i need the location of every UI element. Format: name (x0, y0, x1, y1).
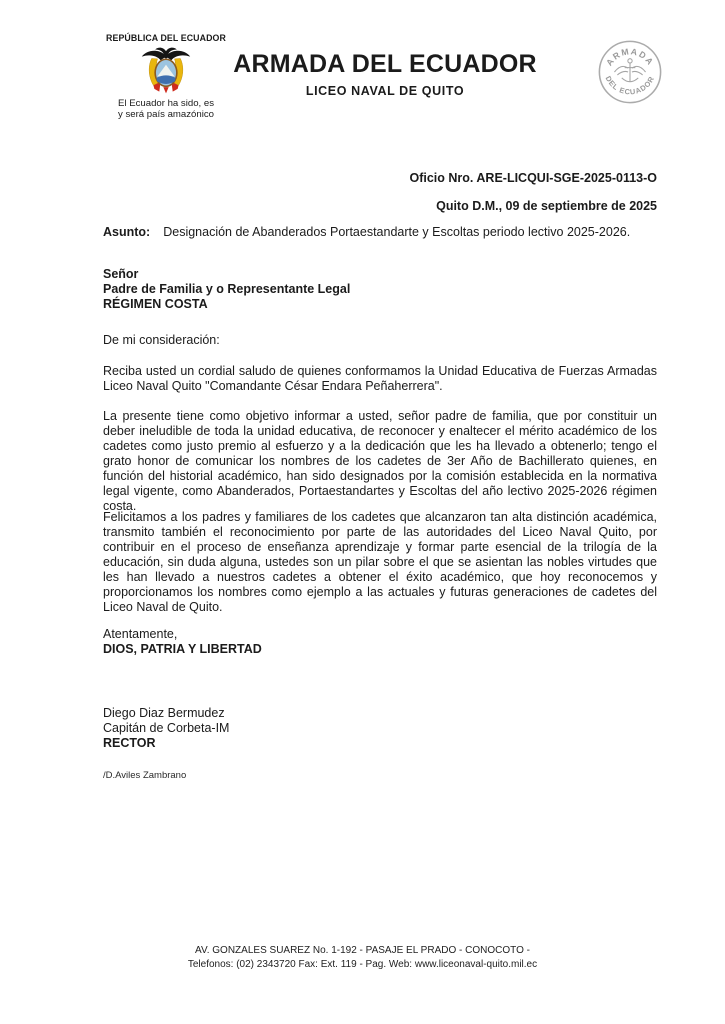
date-line: Quito D.M., 09 de septiembre de 2025 (436, 199, 657, 213)
salutation: De mi consideración: (103, 333, 220, 347)
footer-contact: Telefonos: (02) 2343720 Fax: Ext. 119 - Pag. Web: www.liceonaval-quito.mil.ec (187, 958, 538, 970)
signer-title: RECTOR (103, 736, 156, 750)
amazon-motto (96, 99, 236, 120)
seal-bottom-text: DEL ECUADOR (603, 74, 657, 97)
paragraph-designation: La presente tiene como objetivo informar a usted, señor padre de familia, que por constituir un deber ineludible de toda la unidad educativa, de reconocer y enaltecer el mérito académico de los cadetes como justo premio al esfuerzo y a la dedicación que les ha llevado a obtenerlo; tengo el grato honor de comunicar los nombres de los cadetes de 3er Año de Bachillerato quienes, en función del historial académico, han sido designados por la comisión establecida en la normativa legal vigente, como Abanderados, Portaestandartes y Escoltas del año lectivo 2025-2026 régimen costa. (103, 409, 657, 513)
signer-name: Diego Diaz Bermudez (103, 706, 225, 720)
seal-top-text: ARMADA (604, 46, 656, 68)
recipient-regime: RÉGIMEN COSTA (103, 297, 208, 311)
paragraph-greeting: Reciba usted un cordial saludo de quienes conformamos la Unidad Educativa de Fuerzas Armadas Liceo Naval Quito "Comandante César Endara Peñaherrera". (103, 364, 657, 393)
subject-label: Asunto: (103, 225, 151, 239)
subject-line (103, 225, 657, 240)
recipient-title: Señor (103, 267, 139, 281)
footer-address: AV. GONZALES SUAREZ No. 1-192 - PASAJE EL PRADO - CONOCOTO - (195, 945, 530, 956)
paragraph-congratulations: Felicitamos a los padres y familiares de los cadetes que alcanzaron tan alta distinción académica, transmito también el reconocimiento por parte de las autoridades del Liceo Naval Quito, por contribuir en el proceso de enseñanza aprendizaje y formar parte esencial de la trilogía de la educación, sin duda alguna, ustedes son un pilar sobre el que se asientan las nobles virtudes que les han llevado a nuestros cadetes a obtener el éxito académico, que hoy reconocemos y proporcionamos los nombres como ejemplo a las actuales y futuras generaciones de cadetes del Liceo Naval de Quito. (103, 510, 657, 614)
org-subtitle: LICEO NAVAL DE QUITO (305, 84, 465, 98)
org-title: ARMADA DEL ECUADOR (233, 50, 537, 78)
closing-motto: DIOS, PATRIA Y LIBERTAD (103, 642, 262, 656)
farewell-block (103, 627, 657, 657)
armada-ecuador-seal-icon (596, 38, 664, 106)
recipient-role: Padre de Familia y o Representante Legal (103, 282, 351, 296)
subject-text: Designación de Abanderados Portaestandarte y Escoltas periodo lectivo 2025-2026. (163, 225, 631, 239)
farewell-text: Atentamente, (103, 627, 178, 641)
footer-block (0, 944, 725, 971)
signer-rank: Capitán de Corbeta-IM (103, 721, 230, 735)
seal-anchor-emblem (614, 59, 645, 82)
country-label: REPÚBLICA DEL ECUADOR (106, 33, 226, 43)
motto-line-1: El Ecuador ha sido, es (118, 98, 214, 109)
oficio-number: Oficio Nro. ARE-LICQUI-SGE-2025-0113-O (409, 171, 657, 185)
signature-block (103, 706, 657, 751)
motto-line-2: y será país amazónico (118, 108, 214, 120)
drafter-initials: /D.Aviles Zambrano (103, 770, 187, 781)
recipient-block (103, 267, 657, 312)
